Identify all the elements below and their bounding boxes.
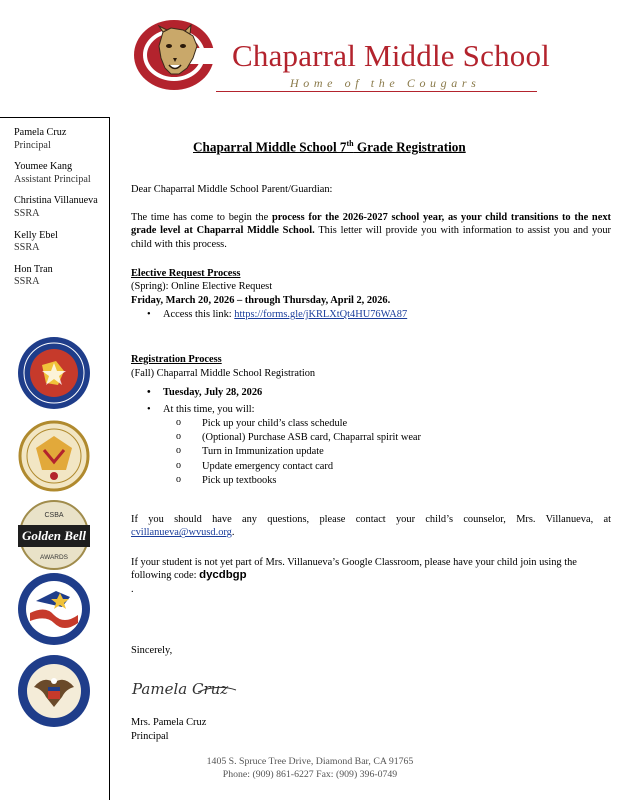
salutation: Dear Chaparral Middle School Parent/Guardian: [131,184,333,195]
classroom-paragraph [131,556,611,596]
staff-name: Kelly Ebel [14,229,58,241]
registration-subheading: (Fall) Chaparral Middle School Registration [131,368,316,379]
staff-entry [14,195,106,220]
signer-title: Principal [131,731,169,742]
letter-title [193,139,466,155]
header-divider [216,91,537,92]
staff-entry [14,230,106,255]
elective-subheading: (Spring): Online Elective Request [131,281,273,292]
golden-bell-awards-seal-icon [16,497,92,573]
list-item: o Update emergency contact card [176,460,421,474]
school-tagline: Home of the Cougars [290,76,481,90]
list-item: o Turn in Immunization update [176,445,421,459]
california-distinguished-seal-icon [16,418,92,494]
list-item: • At this time, you will: [147,403,262,417]
staff-name: Hon Tran [14,263,53,275]
staff-role: Principal [14,139,51,151]
classroom-code: dycdbgp [199,569,247,582]
footer-address: 1405 S. Spruce Tree Drive, Diamond Bar, CA 91765 [206,756,414,767]
list-item: o (Optional) Purchase ASB card, Chaparral spirit wear [176,431,421,445]
school-name: Chaparral Middle School [232,38,550,73]
closing: Sincerely, [131,645,173,656]
counselor-email-link[interactable]: cvillanueva@wvusd.org [131,527,232,539]
staff-role: SSRA [14,242,40,254]
sidebar-vertical-rule [109,117,110,800]
staff-entry [14,161,106,186]
elective-form-link[interactable]: https://forms.gle/jKRLXtQt4HU76WA87 [234,309,408,320]
signature-graphic [128,672,238,702]
staff-list [14,127,106,298]
title-superscript: th [346,139,354,148]
access-label: Access this link: [163,309,235,320]
signature-image [128,672,238,702]
golden-bell-top-text: CSBA [44,512,64,519]
blue-ribbon-arts-seal-icon [16,335,92,411]
golden-bell-main-text: Golden Bell [22,528,86,543]
title-text: Chaparral Middle School 7 [193,139,347,155]
national-blue-ribbon-eagle-seal-icon [16,653,92,729]
elective-dates: Friday, March 20, 2026 – through Thursday, April 2, 2026. [131,295,391,306]
cougar-logo-icon [133,18,215,92]
staff-name: Youmee Kang [14,161,73,173]
questions-end: . [231,527,235,539]
registration-heading: Registration Process [131,354,222,365]
intro-paragraph [131,211,611,251]
intro-text: The time has come to begin the [131,212,272,223]
list-item: o Pick up textbooks [176,474,421,488]
footer-phone: Phone: (909) 861-6227 Fax: (909) 396-0749 [222,769,398,780]
classroom-text: If your student is not yet part of Mrs. Villanueva’s Google Classroom, please have your child join using the following code: [131,557,577,582]
california-distinguished-school-seal-icon [16,571,92,647]
elective-heading: Elective Request Process [131,268,241,279]
staff-name: Christina Villanueva [14,195,98,207]
staff-entry [14,264,106,289]
title-text-end: Grade Registration [353,139,466,155]
staff-name: Pamela Cruz [14,127,67,138]
staff-role: SSRA [14,207,40,219]
questions-text: If you should have any questions, please contact your child’s counselor, Mrs. Villanueva, at [131,514,611,525]
staff-entry [14,127,106,152]
golden-bell-bottom-text: AWARDS [39,554,69,561]
list-item [147,308,407,322]
questions-paragraph [131,513,611,540]
registration-tasks [176,417,421,488]
intro-bold-text: process for the 2026-2027 school year, as your child transitions to the next grade level at Chaparral Middle School. [131,212,611,237]
list-item: • Tuesday, July 28, 2026 [147,386,262,400]
staff-role: SSRA [14,276,40,288]
sidebar-top-rule [0,117,109,118]
signature-text: Pamela Cruz [132,680,229,698]
staff-role: Assistant Principal [14,173,91,185]
registration-bullets [147,386,262,417]
intro-text-end: This letter will provide you with information to assist you and your child with this process. [131,225,611,250]
elective-bullets [147,308,407,322]
signer-name: Mrs. Pamela Cruz [131,717,207,728]
list-item: o Pick up your child’s class schedule [176,417,421,431]
classroom-trailing: . [131,583,134,595]
